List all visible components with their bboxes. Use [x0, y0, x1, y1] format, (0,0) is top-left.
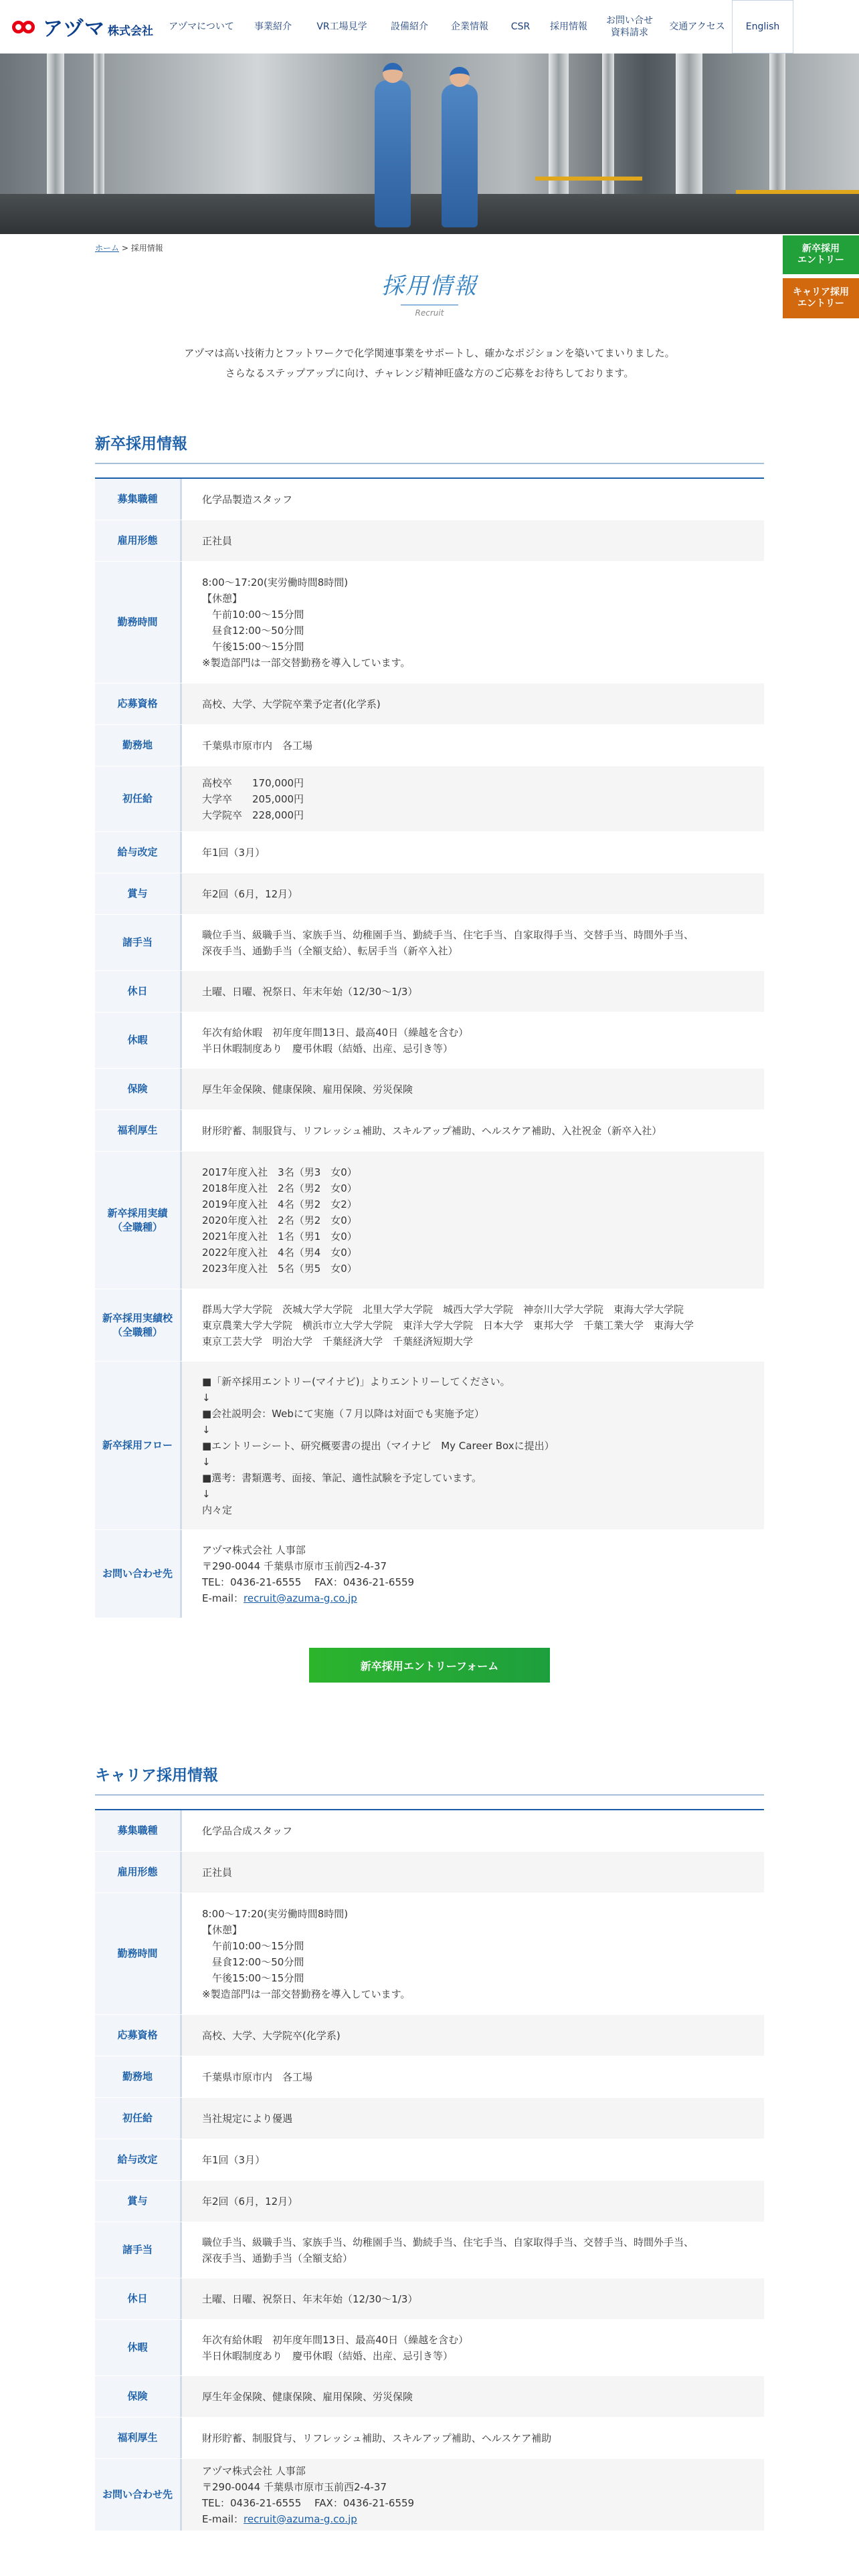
- table-row: [95, 2418, 764, 2459]
- row-label: 休日: [95, 2278, 182, 2319]
- row-value: [182, 1852, 764, 1893]
- row-value-text: 高校、大学、大学院卒(化学系): [202, 2029, 341, 2042]
- title-underline: [401, 304, 458, 306]
- row-value-text: 年次有給休暇 初年度年間13日、最高40日（繰越を含む） 半日休暇制度あり 慶弔休暇（結婚、出産、忌引き等）: [202, 2333, 469, 2362]
- table-row: [95, 562, 764, 683]
- row-value-text: 当社規定により優遇: [202, 2112, 293, 2125]
- row-label: 諸手当: [95, 915, 182, 970]
- global-nav: [161, 0, 793, 53]
- row-value: [182, 479, 764, 520]
- table-row: [95, 2222, 764, 2278]
- breadcrumb-current: 採用情報: [130, 243, 163, 253]
- row-value-text: 職位手当、級職手当、家族手当、幼稚園手当、勤続手当、住宅手当、自家取得手当、交替手当、時間外手当、 深夜手当、通勤手当（全額支給）、転居手当（新卒入社）: [202, 928, 694, 957]
- table-row: [95, 832, 764, 873]
- row-value-text: 財形貯蓄、制服貸与、リフレッシュ補助、スキルアップ補助、ヘルスケア補助: [202, 2432, 552, 2444]
- row-value: [182, 832, 764, 873]
- table-row: [95, 766, 764, 832]
- page-subtitle: Recruit: [415, 308, 444, 318]
- row-label: 初任給: [95, 766, 182, 831]
- row-value-text: アヅマ株式会社 人事部 〒290-0044 千葉県市原市玉前西2-4-37 TEL：0436-21-6555 FAX：0436-21-6559 E-mail：recruit@azuma-g.co.jp: [202, 1543, 415, 1604]
- row-label: 賞与: [95, 873, 182, 914]
- side-new-grad-label: 新卒採用 エントリー: [797, 243, 844, 265]
- row-value-text: 年2回（6月，12月）: [202, 887, 298, 900]
- row-label: 福利厚生: [95, 1110, 182, 1151]
- row-value-text: 厚生年金保険、健康保険、雇用保険、労災保険: [202, 2390, 413, 2403]
- table-row: [95, 1069, 764, 1110]
- row-value: [182, 2376, 764, 2417]
- row-value-text: 千葉県市原市内 各工場: [202, 2070, 313, 2083]
- row-value: [182, 2139, 764, 2180]
- email-link[interactable]: recruit@azuma-g.co.jp: [244, 2512, 357, 2525]
- intro-text: [0, 343, 859, 383]
- table-row: [95, 479, 764, 520]
- table-row: [95, 915, 764, 971]
- row-value: [182, 1152, 764, 1289]
- new-grad-entry-form-button[interactable]: 新卒採用エントリーフォーム: [309, 1648, 550, 1683]
- row-label: 勤務時間: [95, 1893, 182, 2014]
- table-row: [95, 1810, 764, 1852]
- row-value-text: 2017年度入社 3名（男3 女0） 2018年度入社 2名（男2 女0） 2019年度入社 4名（男2 女2） 2020年度入社 2名（男2 女0） 2021年度入社 1名（男1 女0） 2022年度入社 4名（男4 女0） 2023年度入社 5名（男5 女0）: [202, 1166, 357, 1275]
- nav-csr[interactable]: CSR: [510, 21, 531, 32]
- row-value-text: 化学品合成スタッフ: [202, 1824, 293, 1837]
- row-value-text: 千葉県市原市内 各工場: [202, 739, 313, 752]
- email-link[interactable]: recruit@azuma-g.co.jp: [244, 1592, 357, 1604]
- nav-access[interactable]: 交通アクセス: [669, 21, 725, 32]
- row-value: [182, 725, 764, 766]
- row-value: [182, 1012, 764, 1068]
- row-value: [182, 915, 764, 970]
- row-value: [182, 2222, 764, 2278]
- row-value: [182, 562, 764, 683]
- row-value: [182, 971, 764, 1012]
- row-value-text: 正社員: [202, 534, 233, 547]
- row-value: [182, 1069, 764, 1109]
- table-row: [95, 2015, 764, 2056]
- row-value-text: 高校、大学、大学院卒業予定者(化学系): [202, 697, 381, 710]
- row-label: 休日: [95, 971, 182, 1012]
- row-value: [182, 2418, 764, 2458]
- table-row: [95, 873, 764, 915]
- row-label: 賞与: [95, 2181, 182, 2222]
- section-title: 新卒採用情報: [95, 431, 764, 464]
- row-label: 募集職種: [95, 1810, 182, 1851]
- worker-figure: [375, 80, 411, 227]
- logo-sub: 株式会社: [108, 24, 153, 38]
- row-label: お問い合わせ先: [95, 2459, 182, 2531]
- row-value: [182, 873, 764, 914]
- row-value-text: 財形貯蓄、制服貸与、リフレッシュ補助、スキルアップ補助、ヘルスケア補助、入社祝金（新卒入社）: [202, 1124, 662, 1137]
- breadcrumb-home-link[interactable]: ホーム: [95, 243, 120, 253]
- table-row: [95, 725, 764, 766]
- logo-text: アヅマ: [43, 17, 105, 41]
- row-value: [182, 520, 764, 561]
- row-label: 休暇: [95, 2320, 182, 2375]
- row-label: 福利厚生: [95, 2418, 182, 2458]
- row-value: [182, 2459, 764, 2531]
- row-value: [182, 1810, 764, 1851]
- row-label: 給与改定: [95, 832, 182, 873]
- row-value: [182, 1289, 764, 1361]
- nav-facilities[interactable]: 設備紹介: [391, 21, 428, 32]
- row-value: [182, 2015, 764, 2056]
- nav-company[interactable]: 企業情報: [451, 21, 488, 32]
- table-row: [95, 2181, 764, 2222]
- table-row: [95, 2278, 764, 2320]
- row-label: 勤務時間: [95, 562, 182, 683]
- row-value-text: 正社員: [202, 1866, 233, 1879]
- row-label: 新卒採用実績校 （全職種）: [95, 1289, 182, 1361]
- logo[interactable]: [0, 0, 161, 53]
- row-label: 勤務地: [95, 725, 182, 766]
- row-value: [182, 766, 764, 831]
- table-row: [95, 2320, 764, 2376]
- row-value-text: 年1回（3月）: [202, 2153, 266, 2166]
- career-section: [95, 1763, 764, 2531]
- row-label: 新卒採用フロー: [95, 1362, 182, 1529]
- hero-image: [0, 53, 859, 234]
- row-value-text: アヅマ株式会社 人事部 〒290-0044 千葉県市原市玉前西2-4-37 TEL：0436-21-6555 FAX：0436-21-6559 E-mail：recruit@azuma-g.co.jp: [202, 2464, 415, 2525]
- row-value: [182, 683, 764, 724]
- table-row: [95, 2056, 764, 2098]
- table-row: [95, 1152, 764, 1289]
- nav-recruit[interactable]: 採用情報: [550, 21, 587, 32]
- table-row: [95, 1852, 764, 1893]
- new-grad-table: [95, 477, 764, 1618]
- table-row: [95, 1110, 764, 1152]
- site-header: [0, 0, 859, 53]
- row-label: 勤務地: [95, 2056, 182, 2097]
- nav-about[interactable]: アヅマについて: [169, 21, 234, 32]
- row-value: [182, 2320, 764, 2375]
- side-career-entry-button[interactable]: [783, 278, 859, 318]
- row-label: 保険: [95, 2376, 182, 2417]
- table-row: [95, 1012, 764, 1069]
- row-value: [182, 1362, 764, 1529]
- table-row: [95, 1530, 764, 1618]
- table-row: [95, 683, 764, 725]
- side-career-label: キャリア採用 エントリー: [793, 286, 849, 309]
- row-value-text: 年1回（3月）: [202, 846, 266, 859]
- row-label: 初任給: [95, 2098, 182, 2139]
- table-row: [95, 2098, 764, 2139]
- section-title: キャリア採用情報: [95, 1763, 764, 1796]
- row-value-text: 土曜、日曜、祝祭日、年末年始（12/30～1/3）: [202, 2292, 418, 2305]
- row-value-text: 厚生年金保険、健康保険、雇用保険、労災保険: [202, 1083, 413, 1095]
- side-new-grad-entry-button[interactable]: [783, 235, 859, 274]
- row-value: [182, 1110, 764, 1151]
- row-value-text: 年2回（6月，12月）: [202, 2195, 298, 2208]
- table-row: [95, 2139, 764, 2181]
- row-value: [182, 1530, 764, 1618]
- row-value-text: 8:00～17:20(実労働時間8時間) 【休憩】 午前10:00～15分間 昼食12:00～50分間 午後15:00～15分間 ※製造部門は一部交替勤務を導入しています。: [202, 576, 411, 669]
- row-label: 雇用形態: [95, 520, 182, 561]
- row-label: 休暇: [95, 1012, 182, 1068]
- row-label: 応募資格: [95, 2015, 182, 2056]
- row-value-text: 8:00～17:20(実労働時間8時間) 【休憩】 午前10:00～15分間 昼食12:00～50分間 午後15:00～15分間 ※製造部門は一部交替勤務を導入しています。: [202, 1907, 411, 2000]
- row-value: [182, 2056, 764, 2097]
- page-title-block: [0, 267, 859, 318]
- row-value-text: 群馬大学大学院 茨城大学大学院 北里大学大学院 城西大学大学院 神奈川大学大学院 東海大学大学院 東京農業大学大学院 横浜市立大学大学院 東洋大学大学院 日本大学 東邦大学 千葉工業大学 東海大学 東京工芸大学 明治大学 千葉経済大学 千葉経済短期大学: [202, 1303, 694, 1348]
- table-row: [95, 1289, 764, 1362]
- row-label: 雇用形態: [95, 1852, 182, 1893]
- row-label: お問い合わせ先: [95, 1530, 182, 1618]
- logo-mark-icon: [12, 19, 39, 34]
- nav-business[interactable]: 事業紹介: [254, 21, 292, 32]
- new-grad-section: [95, 431, 764, 1683]
- page-title: 採用情報: [381, 273, 478, 300]
- breadcrumb: [95, 234, 764, 259]
- table-row: [95, 1362, 764, 1530]
- table-row: [95, 1893, 764, 2015]
- nav-contact[interactable]: お問い合せ 資料請求: [606, 15, 653, 38]
- row-label: 給与改定: [95, 2139, 182, 2180]
- breadcrumb-separator: >: [121, 243, 128, 253]
- row-value-text: ■「新卒採用エントリー(マイナビ)」よりエントリーしてください。 ↓ ■会社説明会：Webにて実施（７月以降は対面でも実施予定） ↓ ■エントリーシート、研究概要書の提出（マイナビ My Career Boxに提出） ↓ ■選考：書類選考、面接、筆記、適性試験を予定しています。 ↓ 内々定: [202, 1375, 555, 1516]
- intro-line: さらなるステップアップに向け、チャレンジ精神旺盛な方のご応募をお待ちしております。: [225, 367, 634, 379]
- worker-figure: [442, 84, 478, 227]
- intro-line: アヅマは高い技術力とフットワークで化学関連事業をサポートし、確かなポジションを築いてまいりました。: [184, 347, 675, 359]
- row-value-text: 化学品製造スタッフ: [202, 493, 293, 506]
- table-row: [95, 2376, 764, 2418]
- row-value: [182, 1893, 764, 2014]
- row-label: 応募資格: [95, 683, 182, 724]
- row-value-text: 職位手当、級職手当、家族手当、幼稚園手当、勤続手当、住宅手当、自家取得手当、交替手当、時間外手当、 深夜手当、通勤手当（全額支給）: [202, 2236, 694, 2264]
- row-label: 募集職種: [95, 479, 182, 520]
- row-label: 諸手当: [95, 2222, 182, 2278]
- table-row: [95, 520, 764, 562]
- row-value: [182, 2098, 764, 2139]
- table-row: [95, 971, 764, 1012]
- row-value-text: 年次有給休暇 初年度年間13日、最高40日（繰越を含む） 半日休暇制度あり 慶弔休暇（結婚、出産、忌引き等）: [202, 1026, 469, 1055]
- row-value: [182, 2181, 764, 2222]
- nav-english[interactable]: English: [732, 0, 793, 53]
- row-value-text: 土曜、日曜、祝祭日、年末年始（12/30～1/3）: [202, 985, 418, 998]
- nav-vr-tour[interactable]: VR工場見学: [316, 21, 367, 32]
- row-label: 保険: [95, 1069, 182, 1109]
- row-label: 新卒採用実績 （全職種）: [95, 1152, 182, 1289]
- table-row: [95, 2459, 764, 2531]
- career-table: [95, 1809, 764, 2531]
- row-value-text: 高校卒 170,000円 大学卒 205,000円 大学院卒 228,000円: [202, 776, 304, 821]
- row-value: [182, 2278, 764, 2319]
